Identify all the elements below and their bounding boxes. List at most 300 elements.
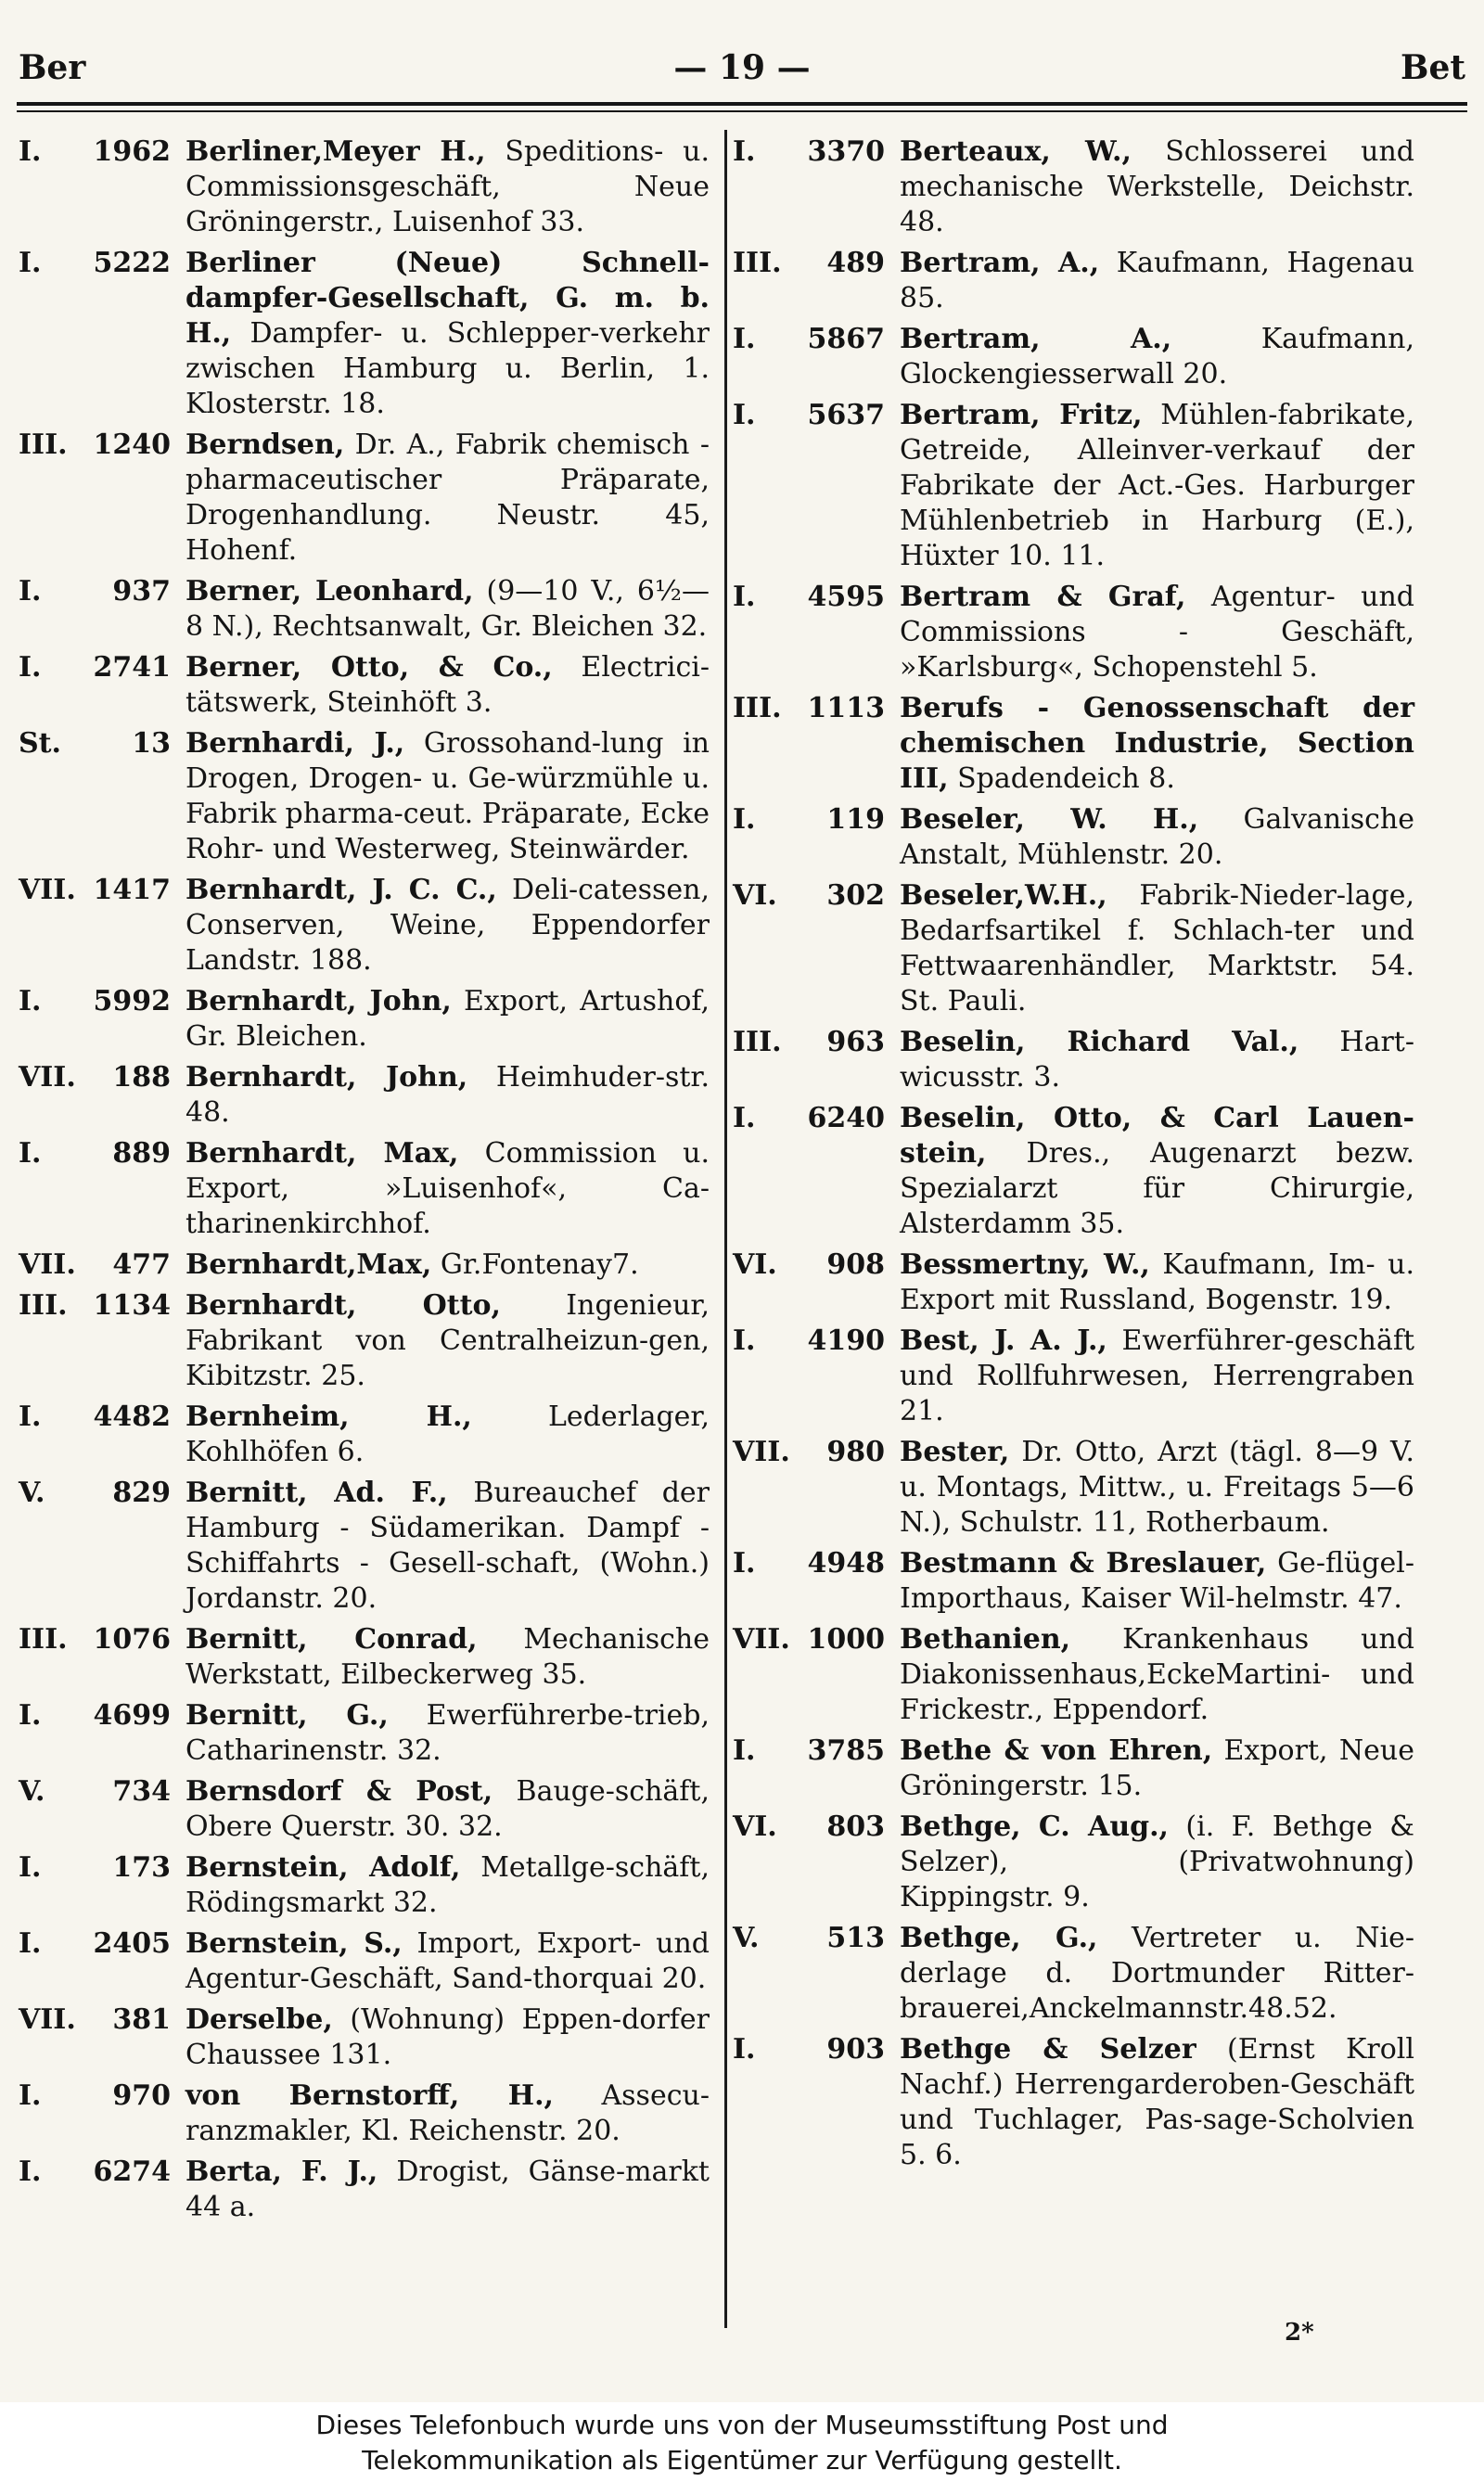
directory-entry	[19, 1060, 710, 1131]
phone-number	[733, 580, 900, 615]
subscriber-name: Beselin, Richard Val.,	[900, 1026, 1299, 1058]
entry-text	[900, 878, 1414, 1019]
subscriber-details: Import, Export- und Agentur-Geschäft, Sand-thorquai 20.	[186, 1927, 710, 1995]
phone-number	[19, 1850, 186, 1886]
subscriber-name: Bethge, G.,	[900, 1922, 1098, 1954]
directory-entry	[733, 246, 1414, 316]
line-number: 489	[826, 247, 885, 279]
line-number: 119	[826, 803, 885, 836]
subscriber-details: Vertreter u. Nie-derlage d. Dortmunder Ritter-brauerei,Anckelmannstr.48.52.	[900, 1922, 1414, 2025]
subscriber-details: Assecu-ranzmakler, Kl. Reichenstr. 20.	[186, 2079, 710, 2147]
line-number: 1113	[807, 692, 885, 724]
exchange-district: I.	[19, 575, 42, 608]
subscriber-name: Bernsdorf & Post,	[186, 1775, 493, 1808]
entry-text	[186, 1136, 710, 1242]
entry-text	[186, 246, 710, 422]
subscriber-name: von Bernstorff, H.,	[186, 2079, 554, 2112]
exchange-district: I.	[733, 581, 756, 613]
subscriber-details: Schlosserei und mechanische Werkstelle, Deichstr. 48.	[900, 135, 1414, 238]
entry-text	[186, 134, 710, 240]
line-number: 889	[112, 1137, 171, 1170]
line-number: 5637	[807, 399, 885, 431]
subscriber-details: Agentur- und Commissions - Geschäft, »Karlsburg«, Schopenstehl 5.	[900, 581, 1414, 684]
exchange-district: VI.	[733, 879, 777, 912]
exchange-district: VII.	[19, 1248, 76, 1281]
phone-number	[733, 1546, 900, 1581]
phone-number	[733, 246, 900, 281]
subscriber-name: Berner, Otto, & Co.,	[186, 651, 553, 684]
line-number: 5867	[807, 323, 885, 355]
subscriber-details: Heimhuder-str. 48.	[186, 1061, 710, 1129]
exchange-district: I.	[19, 247, 42, 279]
subscriber-details: Dr. Otto, Arzt (tägl. 8—9 V. u. Montags, Mittw., u. Freitags 5—6 N.), Schulstr. 11, Rotherbaum.	[900, 1436, 1414, 1539]
exchange-district: I.	[733, 1102, 756, 1134]
phone-number	[733, 1810, 900, 1845]
line-number: 381	[112, 2003, 171, 2036]
subscriber-details: Speditions- u. Commissionsgeschäft, Neue Gröningerstr., Luisenhof 33.	[186, 135, 710, 238]
phone-number	[19, 1136, 186, 1171]
directory-entry	[733, 1546, 1414, 1617]
exchange-district: I.	[19, 2156, 42, 2188]
directory-entry	[733, 1734, 1414, 1804]
entry-text	[900, 398, 1414, 574]
entry-text	[186, 726, 710, 867]
subscriber-details: Gr.Fontenay7.	[440, 1248, 639, 1281]
directory-entry	[733, 691, 1414, 797]
directory-entry	[19, 1622, 710, 1693]
phone-number	[733, 2032, 900, 2067]
exchange-district: VI.	[733, 1810, 777, 1843]
phone-number	[733, 398, 900, 433]
exchange-district: I.	[733, 803, 756, 836]
phone-number	[19, 873, 186, 908]
phone-number	[733, 1435, 900, 1470]
subscriber-details: (Wohnung) Eppen-dorfer Chaussee 131.	[186, 2003, 710, 2071]
line-number: 4595	[807, 581, 885, 613]
subscriber-details: Ingenieur, Fabrikant von Centralheizun-gen, Kibitzstr. 25.	[186, 1289, 710, 1392]
subscriber-name: Beseler,W.H.,	[900, 879, 1107, 912]
entry-text	[900, 802, 1414, 873]
entry-text	[900, 1734, 1414, 1804]
entry-text	[186, 1850, 710, 1921]
directory-entry	[19, 650, 710, 721]
subscriber-details: Bauge-schäft, Obere Querstr. 30. 32.	[186, 1775, 710, 1843]
subscriber-details: Ewerführer-geschäft und Rollfuhrwesen, Herrengraben 21.	[900, 1324, 1414, 1427]
line-number: 4948	[807, 1547, 885, 1580]
line-number: 3370	[807, 135, 885, 168]
subscriber-details: Ewerführerbe-trieb, Catharinenstr. 32.	[186, 1699, 710, 1767]
entry-text	[186, 428, 710, 569]
subscriber-details: Mühlen-fabrikate, Getreide, Alleinver-verkauf der Fabrikate der Act.-Ges. Harburger Mühlenbetrieb in Harburg (E.), Hüxter 10. 11.	[900, 399, 1414, 572]
exchange-district: III.	[19, 1289, 68, 1322]
directory-entry	[733, 2032, 1414, 2173]
exchange-district: I.	[733, 135, 756, 168]
phone-number	[19, 1400, 186, 1435]
subscriber-name: Bernheim, H.,	[186, 1401, 472, 1433]
subscriber-name: Berufs - Genossenschaft der chemischen Industrie, Section III,	[900, 692, 1414, 795]
line-number: 1417	[93, 874, 171, 906]
subscriber-name: Bernhardt, Max,	[186, 1137, 459, 1170]
line-number: 6240	[807, 1102, 885, 1134]
directory-entry	[733, 134, 1414, 240]
phone-number	[19, 428, 186, 463]
line-number: 1000	[807, 1623, 885, 1656]
exchange-district: I.	[19, 651, 42, 684]
directory-entry	[19, 873, 710, 979]
entry-text	[186, 873, 710, 979]
exchange-district: I.	[733, 2033, 756, 2066]
subscriber-name: Bernstein, Adolf,	[186, 1851, 461, 1884]
entry-text	[186, 1288, 710, 1394]
exchange-district: VII.	[733, 1436, 790, 1468]
exchange-district: I.	[19, 1927, 42, 1960]
line-number: 970	[112, 2079, 171, 2112]
exchange-district: I.	[19, 1851, 42, 1884]
directory-entry	[19, 1288, 710, 1394]
subscriber-name: Bethge, C. Aug.,	[900, 1810, 1169, 1843]
entry-text	[900, 322, 1414, 392]
exchange-district: I.	[19, 135, 42, 168]
subscriber-details: Deli-catessen, Conserven, Weine, Eppendorfer Landstr. 188.	[186, 874, 710, 977]
entry-text	[900, 246, 1414, 316]
entry-text	[900, 1435, 1414, 1541]
entry-text	[186, 1060, 710, 1131]
line-number: 4482	[93, 1401, 171, 1433]
entry-text	[186, 2002, 710, 2073]
subscriber-name: Berliner,Meyer H.,	[186, 135, 486, 168]
directory-entry	[19, 2079, 710, 2149]
line-number: 3785	[807, 1734, 885, 1767]
exchange-district: III.	[733, 247, 782, 279]
directory-entry	[19, 134, 710, 240]
subscriber-details: Kaufmann, Hagenau 85.	[900, 247, 1414, 314]
exchange-district: V.	[19, 1775, 45, 1808]
directory-entry	[733, 1810, 1414, 1915]
subscriber-details: Grossohand-lung in Drogen, Drogen- u. Ge-würzmühle u. Fabrik pharma-ceut. Präparate, Ecke Rohr- und Westerweg, Steinwärder.	[186, 727, 710, 865]
subscriber-details: Dampfer- u. Schlepper-verkehr zwischen Hamburg u. Berlin, 1. Klosterstr. 18.	[186, 317, 710, 420]
subscriber-name: Berta, F. J.,	[186, 2156, 378, 2188]
line-number: 803	[826, 1810, 885, 1843]
entry-text	[900, 2032, 1414, 2173]
entry-text	[186, 2155, 710, 2225]
exchange-district: III.	[733, 692, 782, 724]
line-number: 4190	[807, 1324, 885, 1357]
phone-number	[733, 802, 900, 838]
column-divider	[724, 130, 727, 2328]
directory-entry	[19, 1247, 710, 1283]
line-number: 302	[826, 879, 885, 912]
exchange-district: I.	[19, 985, 42, 1017]
entry-text	[186, 1622, 710, 1693]
phone-number	[19, 1698, 186, 1734]
line-number: 513	[826, 1922, 885, 1954]
subscriber-name: Bernhardt, J. C. C.,	[186, 874, 497, 906]
directory-entry	[733, 1025, 1414, 1095]
line-number: 963	[826, 1026, 885, 1058]
exchange-district: V.	[733, 1922, 760, 1954]
phone-number	[19, 2002, 186, 2038]
phone-number	[19, 2079, 186, 2114]
exchange-district: St.	[19, 727, 61, 760]
exchange-district: I.	[733, 1324, 756, 1357]
subscriber-name: Bertram, Fritz,	[900, 399, 1143, 431]
phone-number	[19, 1060, 186, 1095]
exchange-district: III.	[19, 1623, 68, 1656]
directory-entry	[19, 428, 710, 569]
subscriber-name: Bernhardt, Otto,	[186, 1289, 501, 1322]
exchange-district: I.	[733, 1734, 756, 1767]
phone-number	[733, 134, 900, 170]
directory-entry	[19, 1850, 710, 1921]
exchange-district: I.	[733, 399, 756, 431]
line-number: 477	[112, 1248, 171, 1281]
subscriber-name: Bernitt, Ad. F.,	[186, 1477, 448, 1509]
subscriber-details: Mechanische Werkstatt, Eilbeckerweg 35.	[186, 1623, 710, 1691]
entry-text	[900, 580, 1414, 685]
directory-entry	[733, 1247, 1414, 1318]
subscriber-details: Commission u. Export, »Luisenhof«, Ca-tharinenkirchhof.	[186, 1137, 710, 1240]
line-number: 829	[112, 1477, 171, 1509]
line-number: 13	[132, 727, 171, 760]
entry-text	[900, 1025, 1414, 1095]
directory-entry	[19, 984, 710, 1055]
left-column	[19, 134, 710, 2231]
entry-text	[186, 1247, 710, 1283]
line-number: 937	[112, 575, 171, 608]
subscriber-details: (i. F. Bethge & Selzer), (Privatwohnung) Kippingstr. 9.	[900, 1810, 1414, 1913]
subscriber-name: Berner, Leonhard,	[186, 575, 474, 608]
line-number: 903	[826, 2033, 885, 2066]
directory-entry	[19, 2155, 710, 2225]
subscriber-name: Beselin, Otto, & Carl Lauen-stein,	[900, 1102, 1414, 1170]
entry-text	[900, 1247, 1414, 1318]
subscriber-name: Bernitt, Conrad,	[186, 1623, 478, 1656]
exchange-district: VII.	[19, 874, 76, 906]
entry-text	[900, 1324, 1414, 1429]
subscriber-name: Best, J. A. J.,	[900, 1324, 1107, 1357]
subscriber-name: Bernitt, G.,	[186, 1699, 389, 1732]
phone-number	[733, 1101, 900, 1136]
line-number: 1134	[93, 1289, 171, 1322]
subscriber-name: Derselbe,	[186, 2003, 333, 2036]
subscriber-name: Bernhardt,Max,	[186, 1248, 432, 1281]
signature-mark: 2*	[1285, 2319, 1314, 2347]
exchange-district: V.	[19, 1477, 45, 1509]
directory-entry	[733, 1324, 1414, 1429]
subscriber-details: Kaufmann, Glockengiesserwall 20.	[900, 323, 1414, 390]
exchange-district: I.	[19, 2079, 42, 2112]
subscriber-name: Berliner (Neue) Schnell-dampfer-Gesellschaft, G. m. b. H.,	[186, 247, 710, 350]
entry-text	[900, 691, 1414, 797]
directory-entry	[733, 1101, 1414, 1242]
subscriber-name: Bethge & Selzer	[900, 2033, 1196, 2066]
subscriber-details: (Ernst Kroll Nachf.) Herrengarderoben-Geschäft und Tuchlager, Pas-sage-Scholvien 5. 6.	[900, 2033, 1414, 2171]
subscriber-details: Export, Artushof, Gr. Bleichen.	[186, 985, 710, 1053]
entry-text	[186, 1400, 710, 1470]
exchange-district: VI.	[733, 1248, 777, 1281]
line-number: 734	[112, 1775, 171, 1808]
directory-entry	[19, 1926, 710, 1997]
subscriber-details: Hart-wicusstr. 3.	[900, 1026, 1414, 1094]
entry-text	[186, 574, 710, 645]
phone-number	[19, 1622, 186, 1657]
entry-text	[186, 1476, 710, 1617]
subscriber-name: Bertram, A.,	[900, 323, 1172, 355]
page-number: — 19 —	[673, 48, 811, 87]
directory-entry	[19, 1774, 710, 1845]
subscriber-name: Bester,	[900, 1436, 1010, 1468]
phone-number	[19, 1476, 186, 1511]
exchange-district: VII.	[733, 1623, 790, 1656]
line-number: 1076	[93, 1623, 171, 1656]
footer-line-1: Dieses Telefonbuch wurde uns von der Museumsstiftung Post und	[315, 2410, 1169, 2440]
phone-number	[19, 1288, 186, 1324]
phone-number	[19, 1247, 186, 1283]
directory-entry	[733, 580, 1414, 685]
subscriber-name: Bernhardt, John,	[186, 985, 452, 1017]
subscriber-details: Lederlager, Kohlhöfen 6.	[186, 1401, 710, 1468]
entry-text	[900, 1810, 1414, 1915]
phone-number	[733, 1921, 900, 1956]
entry-text	[186, 1698, 710, 1769]
subscriber-details: Ge-flügel-Importhaus, Kaiser Wil-helmstr. 47.	[900, 1547, 1414, 1615]
subscriber-details: Krankenhaus und Diakonissenhaus,EckeMartini- und Frickestr., Eppendorf.	[900, 1623, 1414, 1726]
entry-text	[186, 984, 710, 1055]
exchange-district: I.	[19, 1137, 42, 1170]
line-number: 4699	[93, 1699, 171, 1732]
line-number: 188	[112, 1061, 171, 1094]
entry-text	[900, 1622, 1414, 1728]
exchange-district: I.	[19, 1401, 42, 1433]
page-header	[19, 48, 1465, 104]
directory-entry	[733, 1622, 1414, 1728]
subscriber-name: Bertram, A.,	[900, 247, 1100, 279]
subscriber-details: Galvanische Anstalt, Mühlenstr. 20.	[900, 803, 1414, 871]
subscriber-details: Dres., Augenarzt bezw. Spezialarzt für Chirurgie, Alsterdamm 35.	[900, 1137, 1414, 1240]
subscriber-details: (9—10 V., 6½—8 N.), Rechtsanwalt, Gr. Bleichen 32.	[186, 575, 710, 643]
footer-line-2: Telekommunikation als Eigentümer zur Verfügung gestellt.	[362, 2445, 1122, 2476]
subscriber-name: Berndsen,	[186, 429, 345, 461]
line-number: 980	[826, 1436, 885, 1468]
phone-number	[19, 1774, 186, 1810]
subscriber-name: Bernhardi, J.,	[186, 727, 405, 760]
subscriber-name: Berteaux, W.,	[900, 135, 1132, 168]
entry-text	[900, 1921, 1414, 2027]
phone-number	[19, 726, 186, 761]
line-number: 2405	[93, 1927, 171, 1960]
subscriber-details: Spadendeich 8.	[957, 762, 1175, 795]
subscriber-name: Beseler, W. H.,	[900, 803, 1199, 836]
line-number: 1962	[93, 135, 171, 168]
subscriber-name: Bertram & Graf,	[900, 581, 1186, 613]
entry-text	[900, 134, 1414, 240]
line-number: 1240	[93, 429, 171, 461]
line-number: 6274	[93, 2156, 171, 2188]
directory-entry	[19, 1476, 710, 1617]
subscriber-details: Bureauchef der Hamburg - Südamerikan. Dampf - Schiffahrts - Gesell-schaft, (Wohn.) Jordanstr. 20.	[186, 1477, 710, 1615]
line-number: 173	[112, 1851, 171, 1884]
phone-number	[733, 691, 900, 726]
entry-text	[900, 1101, 1414, 1242]
line-number: 908	[826, 1248, 885, 1281]
exchange-district: I.	[733, 323, 756, 355]
subscriber-name: Bestmann & Breslauer,	[900, 1547, 1267, 1580]
subscriber-details: Dr. A., Fabrik chemisch - pharmaceutischer Präparate, Drogenhandlung. Neustr. 45, Hohenf.	[186, 429, 710, 567]
subscriber-details: Metallge-schäft, Rödingsmarkt 32.	[186, 1851, 710, 1919]
header-right-keyword: Bet	[1401, 48, 1465, 87]
directory-entry	[19, 1136, 710, 1242]
entry-text	[186, 1774, 710, 1845]
exchange-district: I.	[733, 1547, 756, 1580]
line-number: 5222	[93, 247, 171, 279]
exchange-district: VII.	[19, 2003, 76, 2036]
exchange-district: III.	[733, 1026, 782, 1058]
entry-text	[186, 1926, 710, 1997]
directory-entry	[733, 878, 1414, 1019]
line-number: 2741	[93, 651, 171, 684]
directory-entry	[733, 398, 1414, 574]
entry-text	[186, 650, 710, 721]
phone-number	[733, 1247, 900, 1283]
phone-number	[19, 1926, 186, 1962]
phone-number	[19, 650, 186, 685]
subscriber-details: Export, Neue Gröningerstr. 15.	[900, 1734, 1414, 1802]
footer-notice	[0, 2402, 1484, 2482]
line-number: 5992	[93, 985, 171, 1017]
directory-entry	[19, 574, 710, 645]
phone-number	[733, 1324, 900, 1359]
phone-number	[733, 1734, 900, 1769]
phone-number	[733, 878, 900, 914]
directory-entry	[733, 322, 1414, 392]
phone-number	[19, 574, 186, 609]
phone-number	[733, 1025, 900, 1060]
subscriber-name: Bessmertny, W.,	[900, 1248, 1150, 1281]
subscriber-details: Fabrik-Nieder-lage, Bedarfsartikel f. Schlach-ter und Fettwaarenhändler, Marktstr. 54. St. Pauli.	[900, 879, 1414, 1017]
phone-number	[733, 322, 900, 357]
phone-number	[19, 984, 186, 1019]
subscriber-name: Bernstein, S.,	[186, 1927, 403, 1960]
exchange-district: III.	[19, 429, 68, 461]
directory-entry	[733, 1435, 1414, 1541]
phone-number	[733, 1622, 900, 1657]
directory-entry	[733, 802, 1414, 873]
subscriber-details: Electrici-tätswerk, Steinhöft 3.	[186, 651, 710, 719]
directory-entry	[733, 1921, 1414, 2027]
phone-number	[19, 2155, 186, 2190]
header-rule	[17, 102, 1467, 106]
directory-entry	[19, 246, 710, 422]
header-left-keyword: Ber	[19, 48, 86, 87]
subscriber-details: Kaufmann, Im- u. Export mit Russland, Bogenstr. 19.	[900, 1248, 1414, 1316]
entry-text	[900, 1546, 1414, 1617]
exchange-district: I.	[19, 1699, 42, 1732]
directory-entry	[19, 2002, 710, 2073]
subscriber-details: Drogist, Gänse-markt 44 a.	[186, 2156, 710, 2223]
directory-entry	[19, 1400, 710, 1470]
directory-entry	[19, 1698, 710, 1769]
subscriber-name: Bernhardt, John,	[186, 1061, 468, 1094]
subscriber-name: Bethe & von Ehren,	[900, 1734, 1213, 1767]
header-rule-thin	[17, 110, 1467, 112]
phone-number	[19, 246, 186, 281]
subscriber-name: Bethanien,	[900, 1623, 1071, 1656]
right-column	[733, 134, 1414, 2179]
phone-number	[19, 134, 186, 170]
directory-entry	[19, 726, 710, 867]
entry-text	[186, 2079, 710, 2149]
exchange-district: VII.	[19, 1061, 76, 1094]
